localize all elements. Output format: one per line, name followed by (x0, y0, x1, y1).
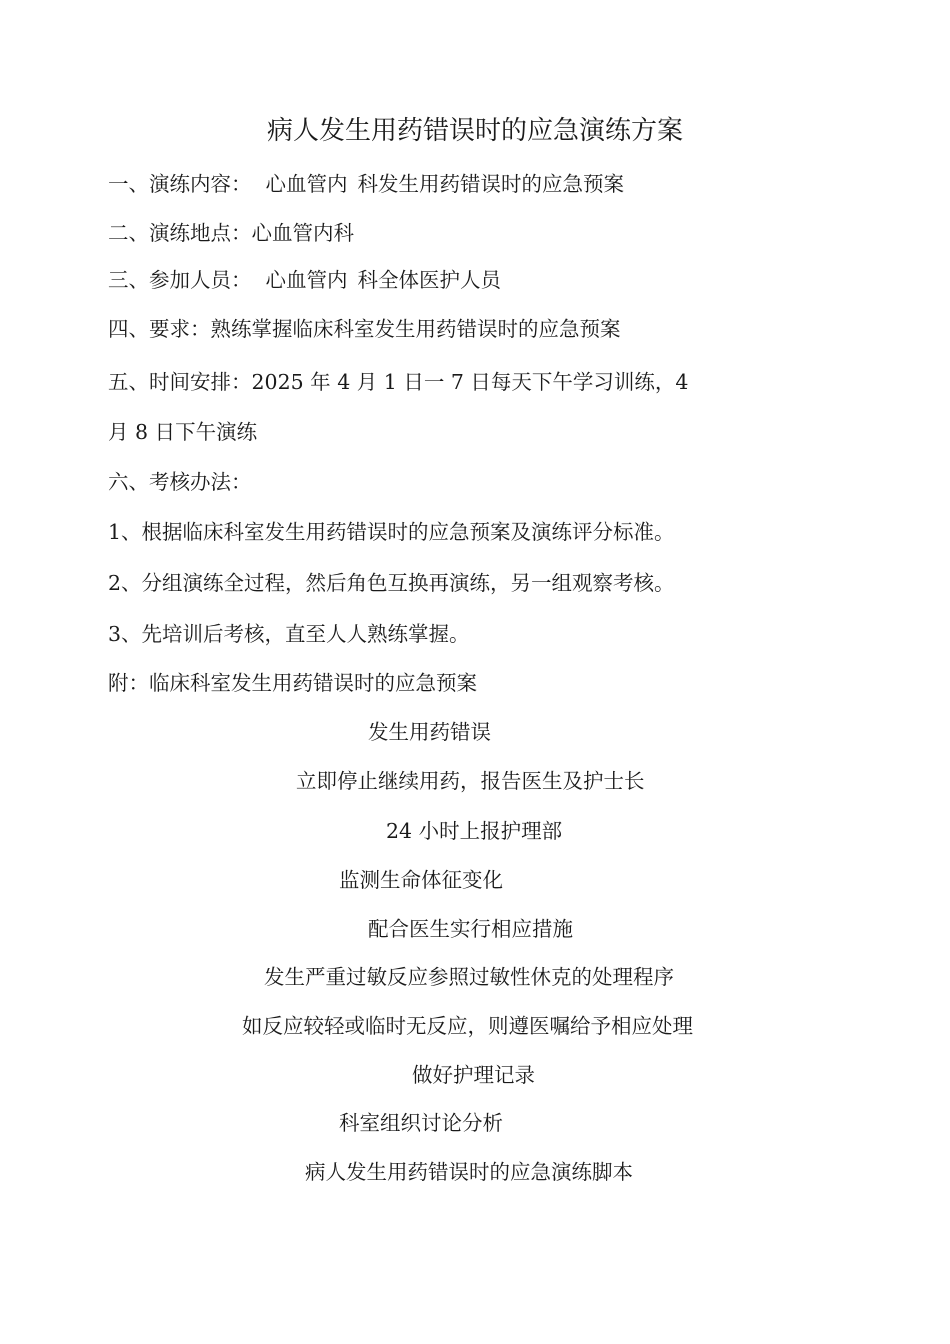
flowchart-step: 配合医生实行相应措施 (368, 917, 573, 941)
flowchart-step: 科室组织讨论分析 (339, 1111, 503, 1135)
appendix-line: 附：临床科室发生用药错误时的应急预案 (108, 671, 477, 695)
flowchart-step: 24 小时上报护理部 (386, 819, 563, 843)
drill-content-label: 一、演练内容： (108, 172, 252, 196)
participants-line (108, 266, 501, 294)
drill-content-plan: 科发生用药错误时的应急预案 (357, 172, 624, 196)
drill-content-line (108, 170, 624, 198)
document-title: 病人发生用药错误时的应急演练方案 (266, 116, 683, 146)
flowchart-step: 监测生命体征变化 (339, 868, 503, 892)
assessment-item-3: 3、先培训后考核，直至人人熟练掌握。 (108, 622, 470, 646)
schedule-line-1: 五、时间安排：2025 年 4 月 1 日一 7 日每天下午学习训练，4 (108, 370, 689, 394)
participants-staff: 科全体医护人员 (357, 268, 501, 292)
flowchart-step: 做好护理记录 (412, 1063, 535, 1087)
requirement-line: 四、要求：熟练掌握临床科室发生用药错误时的应急预案 (108, 317, 621, 341)
assessment-item-1: 1、根据临床科室发生用药错误时的应急预案及演练评分标准。 (108, 520, 675, 544)
drill-content-dept: 心血管内 (265, 172, 348, 196)
schedule-line-2: 月 8 日下午演练 (108, 420, 258, 444)
flowchart-step: 发生用药错误 (368, 720, 491, 744)
drill-location-line: 二、演练地点：心血管内科 (108, 221, 354, 245)
flowchart-step: 发生严重过敏反应参照过敏性休克的处理程序 (264, 965, 674, 989)
participants-dept: 心血管内 (265, 268, 348, 292)
flowchart-step: 立即停止继续用药，报告医生及护士长 (296, 769, 645, 793)
assessment-heading: 六、考核办法： (108, 470, 252, 494)
flowchart-step: 如反应较轻或临时无反应，则遵医嘱给予相应处理 (242, 1014, 693, 1038)
participants-label: 三、参加人员： (108, 268, 252, 292)
assessment-item-2: 2、分组演练全过程，然后角色互换再演练，另一组观察考核。 (108, 571, 675, 595)
script-title: 病人发生用药错误时的应急演练脚本 (305, 1160, 633, 1184)
